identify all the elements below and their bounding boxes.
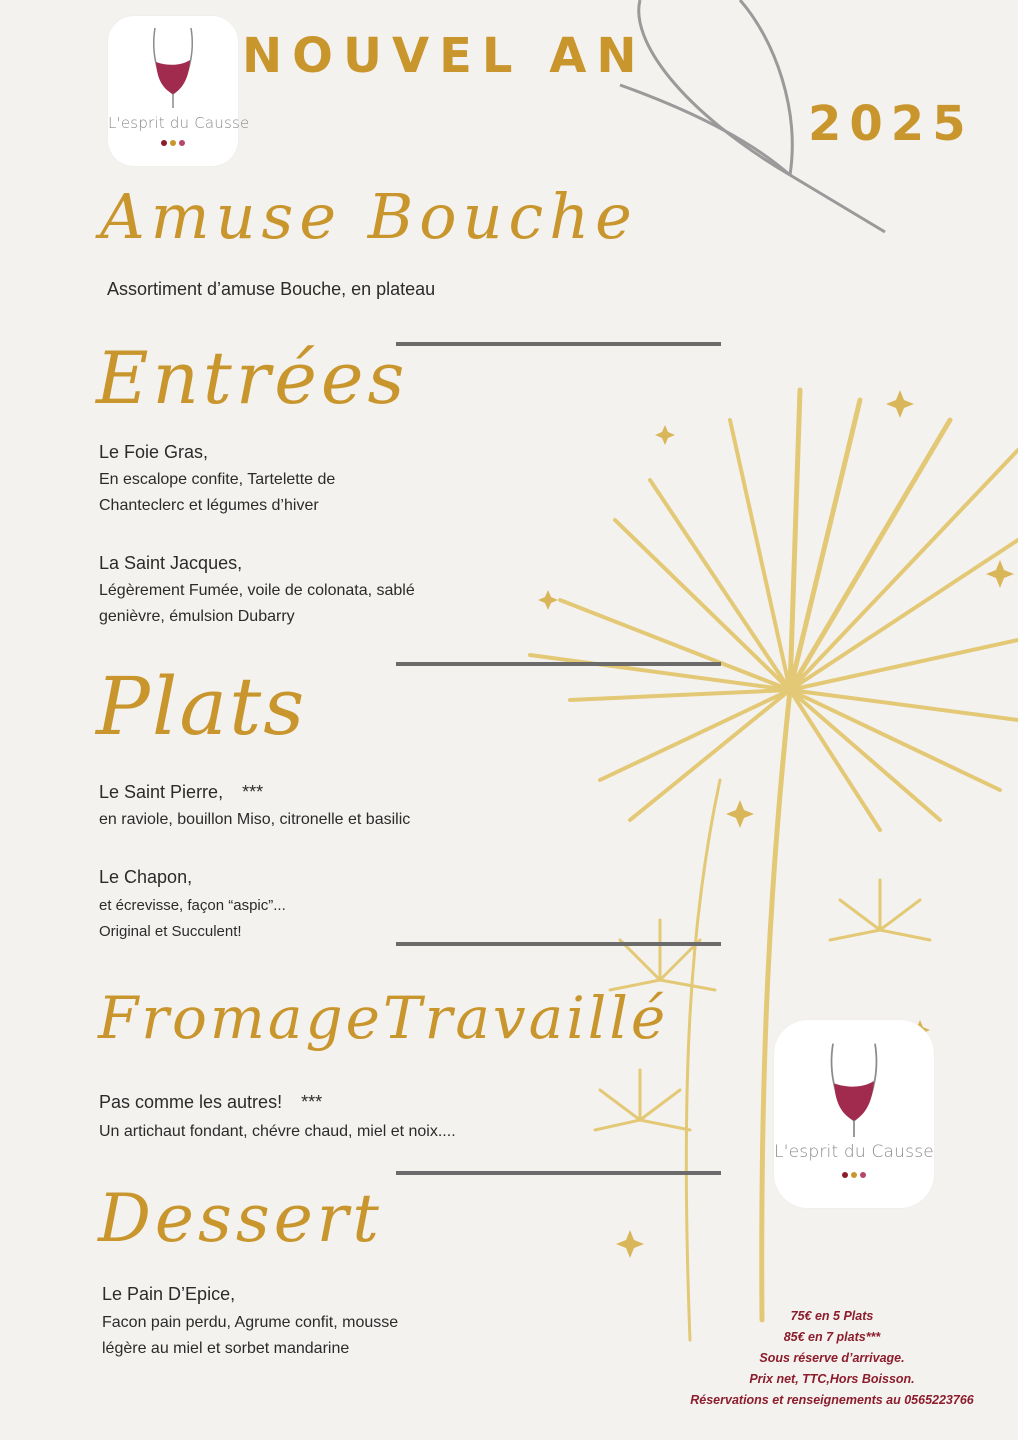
- section-title-plats: Plats: [96, 660, 307, 753]
- divider-4: [396, 1171, 721, 1175]
- divider-1: [396, 342, 721, 346]
- dish-name: Le Saint Pierre, ***: [99, 782, 264, 802]
- dish-name: Le Chapon,: [99, 867, 193, 887]
- reservation-info: Réservations et renseignements au 0565223766: [690, 1393, 974, 1407]
- dish-name: Pas comme les autres! ***: [99, 1092, 323, 1112]
- dish-name: Le Foie Gras,: [99, 442, 209, 462]
- wine-glass-icon: [819, 1036, 889, 1140]
- dish-description: En escalope confite, Tartelette de Chanteclerc et légumes d’hiver: [99, 471, 336, 514]
- dish-description: et écrevisse, façon “aspic”... Original et Succulent!: [99, 897, 286, 940]
- logo-bottom: [774, 1020, 934, 1208]
- dish-name: Le Pain D’Epice,: [102, 1284, 236, 1304]
- section-title-amuse: Amuse Bouche: [100, 180, 638, 253]
- page-title: NOUVEL AN: [242, 28, 647, 84]
- logo-dots: [108, 140, 238, 146]
- dish-description: Légèrement Fumée, voile de colonata, sablé genièvre, émulsion Dubarry: [99, 582, 415, 625]
- section-title-dessert: Dessert: [98, 1180, 383, 1257]
- page-year: 2025: [808, 96, 974, 152]
- logo-text: L'esprit du Causse: [774, 1142, 934, 1162]
- dish-description: Facon pain perdu, Agrume confit, mousse légère au miel et sorbet mandarine: [102, 1314, 399, 1357]
- logo-text: L'esprit du Causse: [108, 114, 250, 132]
- logo-dots: [774, 1172, 934, 1178]
- wine-glass-icon: [143, 22, 203, 110]
- pricing-info: [672, 1306, 992, 1411]
- price-7-plats: 85€ en 7 plats***: [783, 1330, 881, 1344]
- fireworks-illustration: [500, 360, 1018, 1360]
- divider-3: [396, 942, 721, 946]
- recommended-mark: ***: [301, 1092, 323, 1112]
- divider-2: [396, 662, 721, 666]
- dish-name: La Saint Jacques,: [99, 553, 243, 573]
- price-terms: Prix net, TTC,Hors Boisson.: [749, 1372, 915, 1386]
- section-title-fromage: FromageTravaillé: [98, 984, 669, 1052]
- price-5-plats: 75€ en 5 Plats: [790, 1309, 874, 1323]
- logo-top: [108, 16, 250, 166]
- dish-description: Un artichaut fondant, chévre chaud, miel et noix....: [99, 1123, 456, 1140]
- availability-note: Sous réserve d’arrivage.: [759, 1351, 905, 1365]
- amuse-description: Assortiment d’amuse Bouche, en plateau: [107, 279, 436, 299]
- recommended-mark: ***: [242, 782, 264, 802]
- section-title-entrees: Entrées: [96, 336, 409, 420]
- dish-description: en raviole, bouillon Miso, citronelle et basilic: [99, 811, 411, 828]
